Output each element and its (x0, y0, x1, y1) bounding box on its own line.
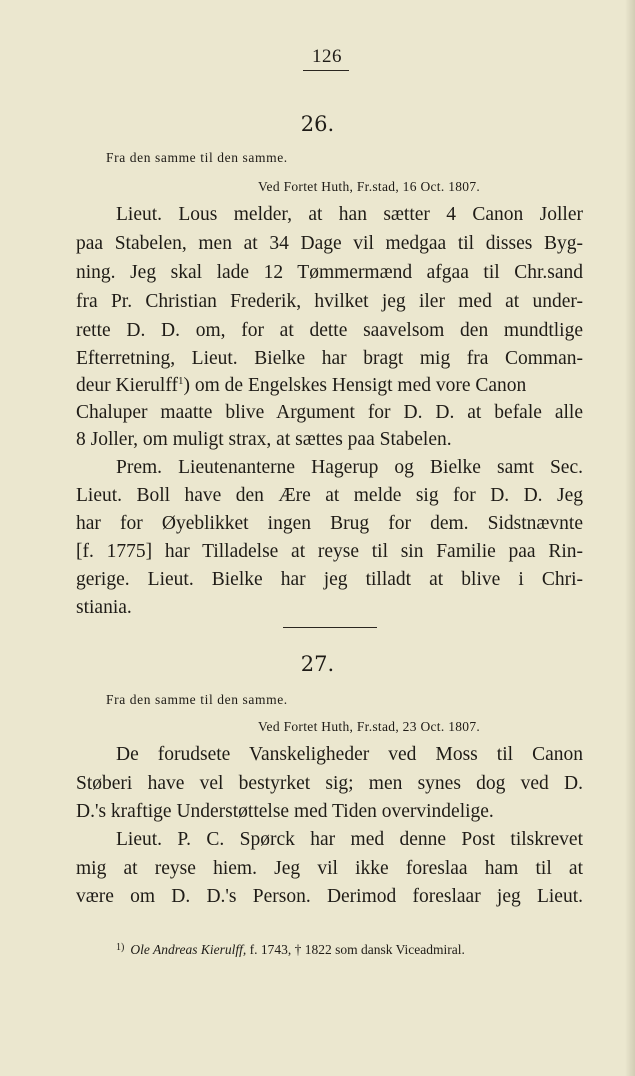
footnote-reference: 1 (177, 375, 184, 387)
letter-27-line-5: mig at reyse hiem. Jeg vil ikke foreslaa ham til at (76, 858, 583, 879)
letter-26-line-6: Efterretning, Lieut. Bielke har bragt mig fra Comman- (76, 348, 583, 369)
letter-27-heading: 27. (300, 652, 335, 676)
letter-26-line-12: har for Øyeblikket ingen Brug for dem. Sidstnævnte (76, 513, 583, 534)
letter-26-line-13: [f. 1775] har Tilladelse at reyse til sin Familie paa Rin- (76, 541, 583, 562)
letter-26-line-2: paa Stabelen, men at 34 Dage vil medgaa til disses Byg- (76, 233, 583, 254)
line-7-mid: ) om de (183, 375, 248, 396)
letter-27-line-1: De forudsete Vanskeligheder ved Moss til Canon (116, 744, 583, 765)
letter-26-line-7 (76, 372, 583, 400)
letter-27-line-4: Lieut. P. C. Spørck har med denne Post tilskrevet (116, 829, 583, 850)
letter-27-dateline: Ved Fortet Huth, Fr.stad, 23 Oct. 1807. (258, 719, 481, 734)
letter-26-line-3: ning. Jeg skal lade 12 Tømmermænd afgaa til Chr.sand (76, 262, 583, 283)
letter-26-from: Fra den samme til den samme. (106, 150, 288, 165)
page-number: 126 (312, 46, 342, 67)
letter-26-line-9: 8 Joller, om muligt strax, at sættes paa Stabelen. (76, 429, 452, 450)
letter-26-heading: 26. (300, 112, 335, 136)
letter-27-line-3: D.'s kraftige Understøttelse med Tiden overvindelige. (76, 801, 494, 822)
footnote-text: f. 1743, † 1822 som dansk Viceadmiral. (246, 942, 465, 957)
letter-27-from: Fra den samme til den samme. (106, 692, 288, 707)
letter-27-line-6: være om D. D.'s Person. Derimod foreslaar jeg Lieut. (76, 886, 583, 907)
footnote (116, 942, 465, 958)
letter-27-line-2: Støberi have vel bestyrket sig; men synes dog ved D. (76, 773, 583, 794)
letter-26-line-15: stiania. (76, 597, 132, 618)
letter-26-line-10: Prem. Lieutenanterne Hagerup og Bielke samt Sec. (116, 457, 583, 478)
letter-26-line-11: Lieut. Boll have den Ære at melde sig for D. D. Jeg (76, 485, 583, 506)
letter-26-line-1: Lieut. Lous melder, at han sætter 4 Canon Joller (116, 204, 583, 225)
section-separator (283, 627, 377, 628)
letter-26-line-5: rette D. D. om, for at dette saavelsom den mundtlige (76, 320, 583, 341)
page-number-rule (303, 70, 349, 71)
page-edge-shadow (625, 0, 635, 1076)
kierulff-text: deur Kierulff (76, 375, 178, 396)
letter-26-line-4: fra Pr. Christian Frederik, hvilket jeg iler med at under- (76, 291, 583, 312)
letter-26-line-14: gerige. Lieut. Bielke har jeg tilladt at blive i Chri- (76, 569, 583, 590)
letter-26-line-8: Chaluper maatte blive Argument for D. D. at befale alle (76, 402, 583, 423)
footnote-name: Ole Andreas Kierulff, (130, 942, 247, 957)
footnote-mark: 1) (116, 942, 125, 953)
line-7-rest: Engelskes Hensigt med vore Canon (247, 375, 527, 396)
letter-26-dateline: Ved Fortet Huth, Fr.stad, 16 Oct. 1807. (258, 179, 481, 194)
